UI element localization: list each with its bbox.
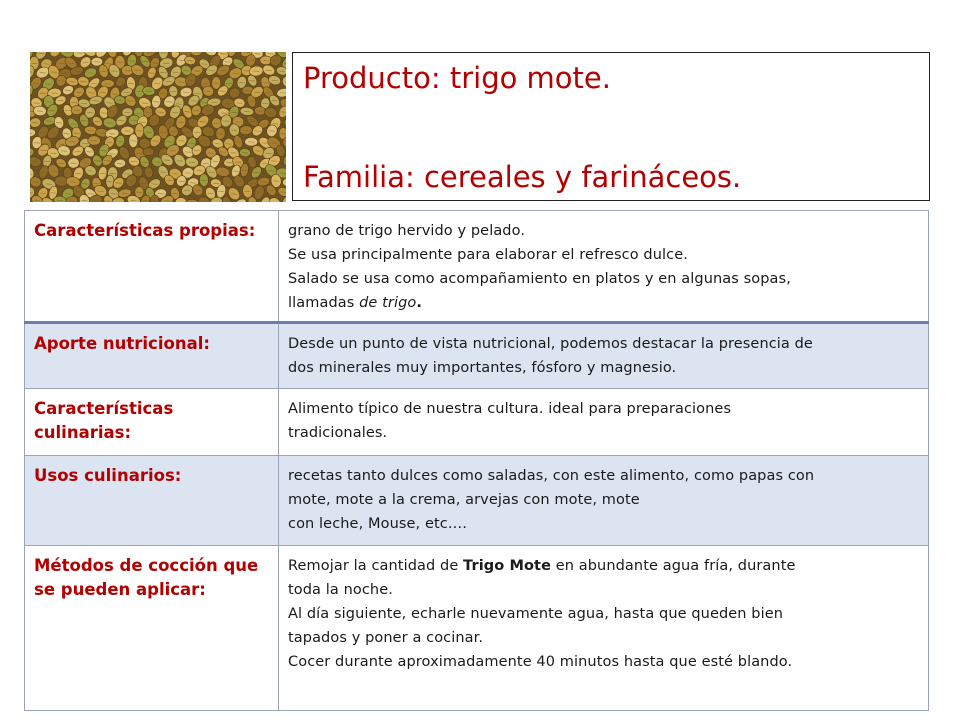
- family-title: Familia: cereales y farináceos.: [303, 160, 742, 194]
- row-value: [279, 389, 929, 456]
- value-line: toda la noche.: [288, 582, 393, 598]
- value-line: tradicionales.: [288, 425, 388, 441]
- value-line: grano de trigo hervido y pelado.: [288, 223, 526, 239]
- value-line: Se usa principalmente para elaborar el refresco dulce.: [288, 247, 688, 263]
- wheat-grain-image: [30, 52, 286, 202]
- value-line: con leche, Mouse, etc.…: [288, 516, 468, 532]
- row-value: [279, 323, 929, 389]
- value-line: Desde un punto de vista nutricional, podemos destacar la presencia de: [288, 336, 813, 352]
- table-row-aporte-nutricional: [25, 323, 929, 389]
- value-line: Salado se usa como acompañamiento en platos y en algunas sopas,: [288, 271, 791, 287]
- row-label: Características propias:: [25, 211, 279, 323]
- table-row-caracteristicas-culinarias: [25, 389, 929, 456]
- table-row-metodos-coccion: [25, 546, 929, 711]
- row-label: Usos culinarios:: [25, 456, 279, 546]
- product-info-table: [24, 210, 929, 711]
- row-value: [279, 456, 929, 546]
- value-line: Alimento típico de nuestra cultura. ideal para preparaciones: [288, 401, 732, 417]
- table-row-usos-culinarios: [25, 456, 929, 546]
- value-line: llamadas de trigo.: [288, 295, 423, 311]
- value-line: recetas tanto dulces como saladas, con este alimento, como papas con: [288, 468, 815, 484]
- table-row-caracteristicas-propias: [25, 211, 929, 323]
- row-label: Aporte nutricional:: [25, 323, 279, 389]
- product-title: Producto: trigo mote.: [303, 61, 611, 95]
- row-value: [279, 211, 929, 323]
- row-value: [279, 546, 929, 711]
- row-label: Métodos de cocción que se pueden aplicar:: [25, 546, 279, 711]
- value-line: dos minerales muy importantes, fósforo y magnesio.: [288, 360, 677, 376]
- value-line: mote, mote a la crema, arvejas con mote, mote: [288, 492, 640, 508]
- row-label: Características culinarias:: [25, 389, 279, 456]
- value-line: Al día siguiente, echarle nuevamente agua, hasta que queden bien: [288, 606, 784, 622]
- value-line: Remojar la cantidad de Trigo Mote en abundante agua fría, durante: [288, 558, 796, 574]
- wheat-grain-photo: [30, 52, 286, 202]
- title-box: [292, 52, 930, 201]
- value-line: Cocer durante aproximadamente 40 minutos hasta que esté blando.: [288, 654, 793, 670]
- value-line: tapados y poner a cocinar.: [288, 630, 484, 646]
